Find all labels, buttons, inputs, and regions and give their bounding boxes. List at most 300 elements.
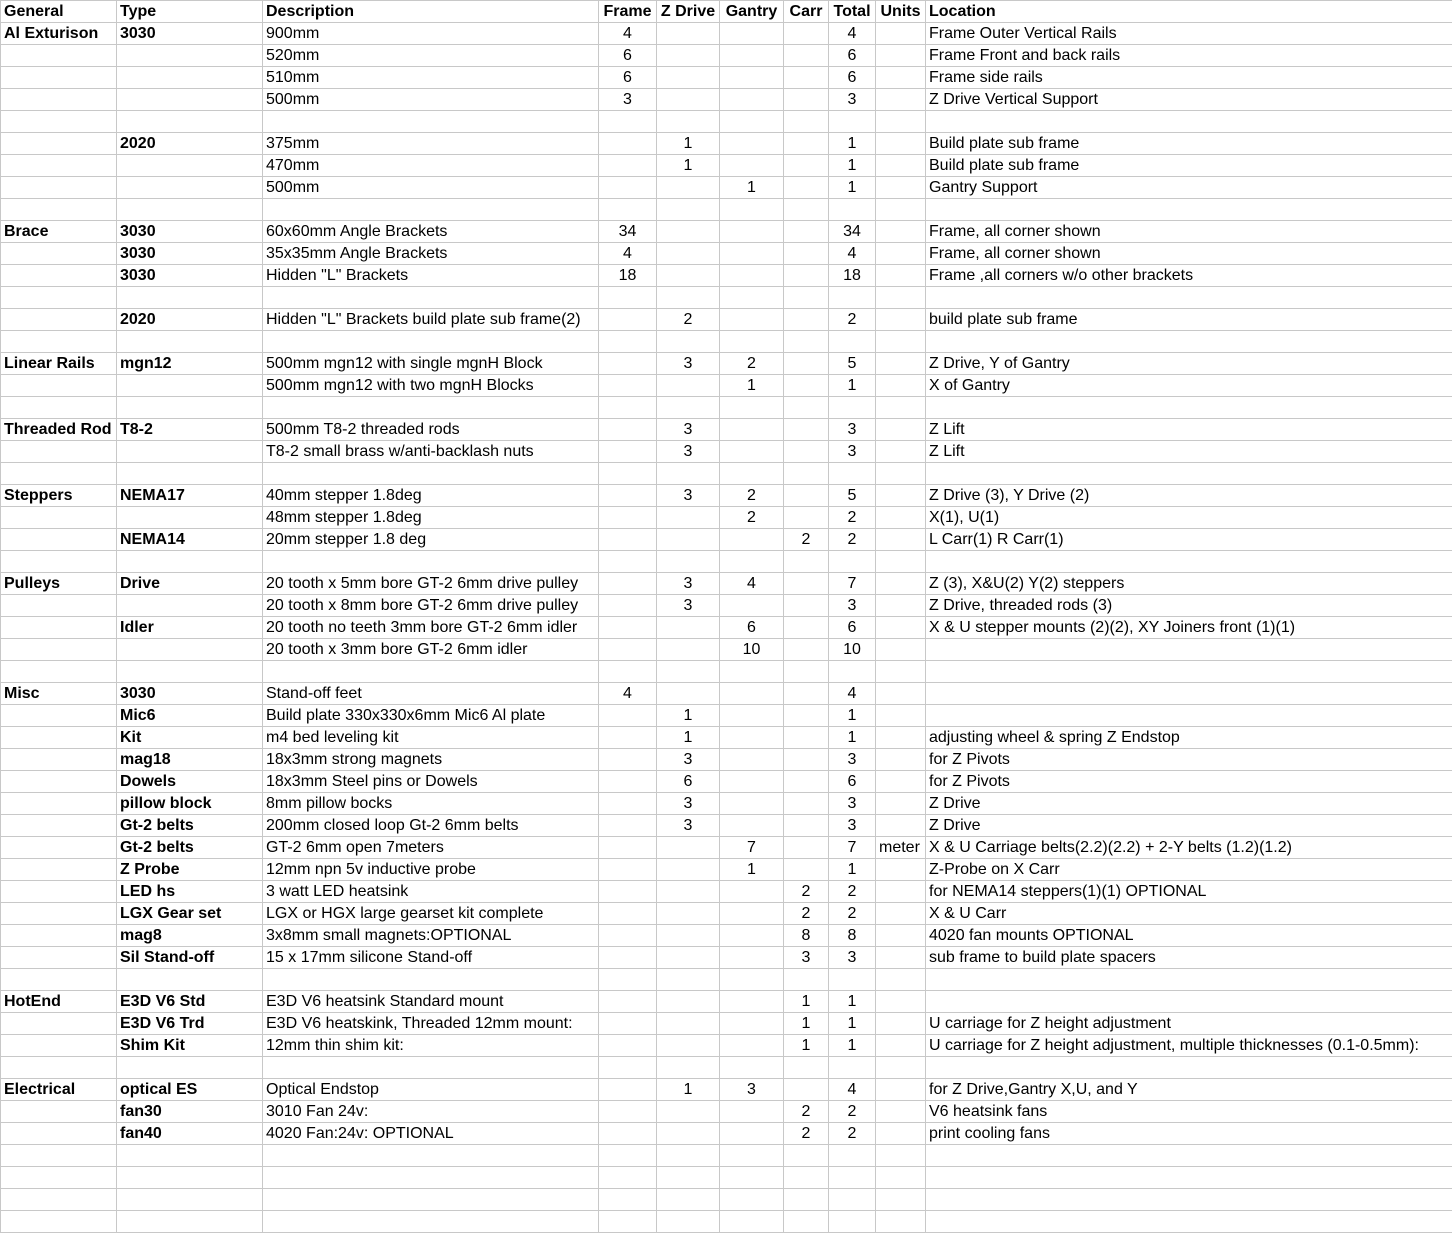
cell-z-drive[interactable] — [657, 1167, 720, 1189]
cell-gantry[interactable] — [720, 969, 784, 991]
cell-units[interactable] — [876, 67, 926, 89]
cell-carr[interactable] — [784, 155, 829, 177]
cell-z-drive[interactable] — [657, 287, 720, 309]
cell-carr[interactable] — [784, 463, 829, 485]
cell-frame[interactable] — [599, 881, 657, 903]
cell-gantry[interactable] — [720, 309, 784, 331]
cell-z-drive[interactable]: 1 — [657, 133, 720, 155]
cell-description[interactable]: 20 tooth no teeth 3mm bore GT-2 6mm idler — [263, 617, 599, 639]
cell-total[interactable]: 3 — [829, 793, 876, 815]
cell-carr[interactable] — [784, 89, 829, 111]
cell-location[interactable] — [926, 111, 1452, 133]
cell-frame[interactable] — [599, 639, 657, 661]
cell-carr[interactable]: 2 — [784, 1101, 829, 1123]
cell-units[interactable] — [876, 419, 926, 441]
cell-location[interactable]: U carriage for Z height adjustment, multiple thicknesses (0.1-0.5mm): — [926, 1035, 1452, 1057]
cell-carr[interactable] — [784, 793, 829, 815]
cell-units[interactable] — [876, 573, 926, 595]
cell-carr[interactable] — [784, 397, 829, 419]
cell-units[interactable] — [876, 1145, 926, 1167]
cell-description[interactable] — [263, 1167, 599, 1189]
cell-description[interactable]: 20 tooth x 5mm bore GT-2 6mm drive pulley — [263, 573, 599, 595]
cell-general[interactable] — [1, 815, 117, 837]
cell-gantry[interactable] — [720, 67, 784, 89]
cell-location[interactable]: Z Lift — [926, 419, 1452, 441]
cell-location[interactable]: X & U Carriage belts(2.2)(2.2) + 2-Y belts (1.2)(1.2) — [926, 837, 1452, 859]
cell-units[interactable] — [876, 551, 926, 573]
cell-general[interactable] — [1, 133, 117, 155]
cell-type[interactable]: pillow block — [117, 793, 263, 815]
cell-total[interactable]: 18 — [829, 265, 876, 287]
cell-type[interactable]: E3D V6 Std — [117, 991, 263, 1013]
cell-gantry[interactable]: 4 — [720, 573, 784, 595]
cell-total[interactable]: 6 — [829, 67, 876, 89]
cell-description[interactable] — [263, 661, 599, 683]
header-frame[interactable]: Frame — [599, 1, 657, 23]
cell-general[interactable] — [1, 529, 117, 551]
cell-z-drive[interactable] — [657, 1035, 720, 1057]
cell-frame[interactable]: 6 — [599, 67, 657, 89]
cell-units[interactable] — [876, 969, 926, 991]
cell-total[interactable]: 2 — [829, 881, 876, 903]
cell-location[interactable]: for Z Drive,Gantry X,U, and Y — [926, 1079, 1452, 1101]
cell-description[interactable] — [263, 463, 599, 485]
cell-z-drive[interactable]: 3 — [657, 441, 720, 463]
cell-type[interactable] — [117, 1145, 263, 1167]
cell-total[interactable]: 2 — [829, 529, 876, 551]
cell-location[interactable]: Z Drive — [926, 793, 1452, 815]
cell-location[interactable] — [926, 463, 1452, 485]
cell-frame[interactable] — [599, 1167, 657, 1189]
cell-carr[interactable] — [784, 595, 829, 617]
cell-units[interactable] — [876, 1079, 926, 1101]
cell-carr[interactable] — [784, 969, 829, 991]
cell-units[interactable] — [876, 749, 926, 771]
cell-type[interactable]: Sil Stand-off — [117, 947, 263, 969]
cell-gantry[interactable] — [720, 661, 784, 683]
cell-location[interactable]: X(1), U(1) — [926, 507, 1452, 529]
cell-gantry[interactable] — [720, 45, 784, 67]
cell-z-drive[interactable]: 3 — [657, 815, 720, 837]
cell-description[interactable]: Hidden "L" Brackets build plate sub frame(2) — [263, 309, 599, 331]
cell-carr[interactable] — [784, 287, 829, 309]
cell-z-drive[interactable] — [657, 837, 720, 859]
cell-location[interactable] — [926, 1057, 1452, 1079]
cell-z-drive[interactable] — [657, 661, 720, 683]
cell-z-drive[interactable] — [657, 199, 720, 221]
cell-units[interactable] — [876, 441, 926, 463]
cell-z-drive[interactable]: 3 — [657, 749, 720, 771]
cell-gantry[interactable]: 2 — [720, 353, 784, 375]
cell-z-drive[interactable] — [657, 639, 720, 661]
cell-z-drive[interactable]: 1 — [657, 705, 720, 727]
cell-general[interactable]: Threaded Rod — [1, 419, 117, 441]
cell-frame[interactable] — [599, 111, 657, 133]
cell-z-drive[interactable]: 3 — [657, 595, 720, 617]
cell-frame[interactable] — [599, 287, 657, 309]
cell-carr[interactable] — [784, 23, 829, 45]
cell-frame[interactable] — [599, 1035, 657, 1057]
header-total[interactable]: Total — [829, 1, 876, 23]
cell-frame[interactable] — [599, 331, 657, 353]
cell-total[interactable] — [829, 1167, 876, 1189]
cell-description[interactable]: 20 tooth x 3mm bore GT-2 6mm idler — [263, 639, 599, 661]
cell-z-drive[interactable] — [657, 529, 720, 551]
cell-description[interactable]: 35x35mm Angle Brackets — [263, 243, 599, 265]
cell-description[interactable]: 500mm mgn12 with two mgnH Blocks — [263, 375, 599, 397]
cell-gantry[interactable] — [720, 903, 784, 925]
cell-type[interactable]: optical ES — [117, 1079, 263, 1101]
cell-description[interactable]: Hidden "L" Brackets — [263, 265, 599, 287]
cell-frame[interactable] — [599, 815, 657, 837]
cell-gantry[interactable] — [720, 133, 784, 155]
cell-gantry[interactable] — [720, 23, 784, 45]
header-description[interactable]: Description — [263, 1, 599, 23]
cell-total[interactable]: 8 — [829, 925, 876, 947]
cell-carr[interactable] — [784, 1057, 829, 1079]
cell-z-drive[interactable] — [657, 1101, 720, 1123]
cell-total[interactable] — [829, 111, 876, 133]
cell-general[interactable]: Linear Rails — [1, 353, 117, 375]
cell-frame[interactable] — [599, 925, 657, 947]
cell-total[interactable] — [829, 1211, 876, 1233]
cell-type[interactable]: mgn12 — [117, 353, 263, 375]
cell-location[interactable]: for Z Pivots — [926, 749, 1452, 771]
cell-general[interactable]: Steppers — [1, 485, 117, 507]
cell-location[interactable]: X of Gantry — [926, 375, 1452, 397]
cell-carr[interactable] — [784, 1211, 829, 1233]
cell-units[interactable] — [876, 397, 926, 419]
cell-frame[interactable] — [599, 309, 657, 331]
cell-gantry[interactable] — [720, 771, 784, 793]
cell-carr[interactable] — [784, 419, 829, 441]
cell-type[interactable] — [117, 89, 263, 111]
cell-total[interactable]: 1 — [829, 1013, 876, 1035]
cell-gantry[interactable] — [720, 1013, 784, 1035]
cell-general[interactable] — [1, 837, 117, 859]
cell-description[interactable]: 520mm — [263, 45, 599, 67]
cell-general[interactable]: Misc — [1, 683, 117, 705]
cell-type[interactable]: 3030 — [117, 243, 263, 265]
cell-z-drive[interactable] — [657, 375, 720, 397]
cell-type[interactable] — [117, 551, 263, 573]
cell-general[interactable] — [1, 903, 117, 925]
cell-z-drive[interactable] — [657, 177, 720, 199]
cell-total[interactable]: 1 — [829, 177, 876, 199]
cell-carr[interactable] — [784, 133, 829, 155]
cell-total[interactable]: 7 — [829, 573, 876, 595]
cell-units[interactable] — [876, 177, 926, 199]
cell-frame[interactable] — [599, 551, 657, 573]
cell-frame[interactable] — [599, 661, 657, 683]
cell-general[interactable] — [1, 45, 117, 67]
cell-z-drive[interactable] — [657, 397, 720, 419]
cell-units[interactable] — [876, 859, 926, 881]
cell-description[interactable]: 18x3mm strong magnets — [263, 749, 599, 771]
cell-type[interactable]: 3030 — [117, 221, 263, 243]
cell-total[interactable]: 1 — [829, 705, 876, 727]
cell-description[interactable]: 3x8mm small magnets:OPTIONAL — [263, 925, 599, 947]
cell-type[interactable] — [117, 463, 263, 485]
cell-location[interactable] — [926, 969, 1452, 991]
cell-total[interactable]: 3 — [829, 419, 876, 441]
cell-description[interactable] — [263, 199, 599, 221]
cell-type[interactable] — [117, 441, 263, 463]
cell-gantry[interactable] — [720, 815, 784, 837]
cell-carr[interactable]: 2 — [784, 1123, 829, 1145]
cell-frame[interactable]: 4 — [599, 23, 657, 45]
cell-units[interactable]: meter — [876, 837, 926, 859]
cell-carr[interactable] — [784, 551, 829, 573]
cell-general[interactable] — [1, 727, 117, 749]
cell-carr[interactable]: 2 — [784, 881, 829, 903]
cell-location[interactable]: Build plate sub frame — [926, 155, 1452, 177]
cell-z-drive[interactable] — [657, 881, 720, 903]
cell-general[interactable]: Al Exturison — [1, 23, 117, 45]
cell-units[interactable] — [876, 727, 926, 749]
cell-gantry[interactable] — [720, 221, 784, 243]
cell-total[interactable]: 3 — [829, 441, 876, 463]
cell-carr[interactable]: 2 — [784, 529, 829, 551]
cell-carr[interactable] — [784, 1189, 829, 1211]
cell-general[interactable] — [1, 793, 117, 815]
cell-location[interactable] — [926, 705, 1452, 727]
cell-gantry[interactable]: 10 — [720, 639, 784, 661]
cell-carr[interactable] — [784, 859, 829, 881]
cell-description[interactable]: 3010 Fan 24v: — [263, 1101, 599, 1123]
cell-carr[interactable]: 3 — [784, 947, 829, 969]
cell-units[interactable] — [876, 1211, 926, 1233]
cell-type[interactable] — [117, 397, 263, 419]
cell-gantry[interactable] — [720, 1189, 784, 1211]
cell-z-drive[interactable] — [657, 1211, 720, 1233]
cell-z-drive[interactable]: 3 — [657, 573, 720, 595]
cell-general[interactable] — [1, 309, 117, 331]
cell-gantry[interactable] — [720, 1035, 784, 1057]
cell-gantry[interactable] — [720, 265, 784, 287]
cell-gantry[interactable] — [720, 1211, 784, 1233]
cell-carr[interactable] — [784, 617, 829, 639]
cell-gantry[interactable] — [720, 287, 784, 309]
cell-gantry[interactable] — [720, 397, 784, 419]
cell-units[interactable] — [876, 375, 926, 397]
cell-total[interactable]: 3 — [829, 89, 876, 111]
cell-gantry[interactable] — [720, 1123, 784, 1145]
cell-carr[interactable]: 8 — [784, 925, 829, 947]
cell-general[interactable] — [1, 111, 117, 133]
cell-general[interactable] — [1, 771, 117, 793]
cell-general[interactable] — [1, 1057, 117, 1079]
cell-units[interactable] — [876, 903, 926, 925]
cell-z-drive[interactable]: 3 — [657, 353, 720, 375]
cell-carr[interactable] — [784, 67, 829, 89]
cell-z-drive[interactable] — [657, 331, 720, 353]
cell-carr[interactable] — [784, 1079, 829, 1101]
cell-frame[interactable] — [599, 177, 657, 199]
cell-z-drive[interactable] — [657, 551, 720, 573]
cell-general[interactable] — [1, 507, 117, 529]
cell-location[interactable] — [926, 1189, 1452, 1211]
cell-general[interactable] — [1, 881, 117, 903]
cell-total[interactable]: 4 — [829, 683, 876, 705]
cell-z-drive[interactable] — [657, 1057, 720, 1079]
cell-description[interactable]: 15 x 17mm silicone Stand-off — [263, 947, 599, 969]
cell-location[interactable] — [926, 683, 1452, 705]
cell-type[interactable]: fan30 — [117, 1101, 263, 1123]
cell-total[interactable]: 6 — [829, 45, 876, 67]
cell-location[interactable]: Z (3), X&U(2) Y(2) steppers — [926, 573, 1452, 595]
cell-units[interactable] — [876, 1189, 926, 1211]
cell-units[interactable] — [876, 507, 926, 529]
cell-z-drive[interactable] — [657, 221, 720, 243]
cell-gantry[interactable] — [720, 1101, 784, 1123]
cell-general[interactable] — [1, 551, 117, 573]
cell-type[interactable] — [117, 1189, 263, 1211]
cell-carr[interactable]: 1 — [784, 1035, 829, 1057]
cell-carr[interactable] — [784, 639, 829, 661]
cell-description[interactable] — [263, 1057, 599, 1079]
cell-carr[interactable] — [784, 837, 829, 859]
cell-total[interactable]: 2 — [829, 903, 876, 925]
cell-description[interactable]: 900mm — [263, 23, 599, 45]
cell-frame[interactable] — [599, 947, 657, 969]
cell-carr[interactable] — [784, 683, 829, 705]
cell-carr[interactable] — [784, 221, 829, 243]
cell-general[interactable] — [1, 331, 117, 353]
cell-location[interactable]: Z Drive — [926, 815, 1452, 837]
cell-location[interactable] — [926, 397, 1452, 419]
cell-z-drive[interactable] — [657, 1013, 720, 1035]
cell-description[interactable]: 4020 Fan:24v: OPTIONAL — [263, 1123, 599, 1145]
cell-z-drive[interactable] — [657, 991, 720, 1013]
cell-units[interactable] — [876, 1167, 926, 1189]
cell-type[interactable]: Shim Kit — [117, 1035, 263, 1057]
cell-type[interactable] — [117, 199, 263, 221]
cell-gantry[interactable] — [720, 793, 784, 815]
cell-general[interactable] — [1, 265, 117, 287]
cell-description[interactable]: 510mm — [263, 67, 599, 89]
cell-units[interactable] — [876, 23, 926, 45]
cell-units[interactable] — [876, 1035, 926, 1057]
cell-gantry[interactable]: 1 — [720, 177, 784, 199]
cell-description[interactable] — [263, 1145, 599, 1167]
cell-carr[interactable] — [784, 45, 829, 67]
cell-type[interactable]: NEMA17 — [117, 485, 263, 507]
cell-gantry[interactable] — [720, 463, 784, 485]
cell-units[interactable] — [876, 331, 926, 353]
cell-general[interactable] — [1, 1123, 117, 1145]
cell-description[interactable]: 375mm — [263, 133, 599, 155]
header-gantry[interactable]: Gantry — [720, 1, 784, 23]
cell-gantry[interactable] — [720, 419, 784, 441]
cell-gantry[interactable] — [720, 441, 784, 463]
cell-description[interactable]: E3D V6 heatskink, Threaded 12mm mount: — [263, 1013, 599, 1035]
cell-location[interactable]: Z-Probe on X Carr — [926, 859, 1452, 881]
cell-description[interactable]: 8mm pillow bocks — [263, 793, 599, 815]
cell-frame[interactable] — [599, 991, 657, 1013]
cell-description[interactable]: 500mm T8-2 threaded rods — [263, 419, 599, 441]
cell-location[interactable]: Frame, all corner shown — [926, 243, 1452, 265]
cell-z-drive[interactable] — [657, 903, 720, 925]
cell-description[interactable]: m4 bed leveling kit — [263, 727, 599, 749]
cell-total[interactable]: 3 — [829, 815, 876, 837]
cell-units[interactable] — [876, 661, 926, 683]
cell-location[interactable]: Frame side rails — [926, 67, 1452, 89]
cell-total[interactable] — [829, 463, 876, 485]
cell-description[interactable]: 3 watt LED heatsink — [263, 881, 599, 903]
cell-units[interactable] — [876, 947, 926, 969]
cell-z-drive[interactable]: 2 — [657, 309, 720, 331]
cell-total[interactable]: 7 — [829, 837, 876, 859]
cell-carr[interactable] — [784, 1145, 829, 1167]
cell-carr[interactable] — [784, 331, 829, 353]
cell-carr[interactable]: 2 — [784, 903, 829, 925]
cell-gantry[interactable]: 1 — [720, 859, 784, 881]
cell-location[interactable]: Gantry Support — [926, 177, 1452, 199]
cell-gantry[interactable]: 6 — [720, 617, 784, 639]
cell-frame[interactable] — [599, 133, 657, 155]
cell-location[interactable]: Frame Front and back rails — [926, 45, 1452, 67]
cell-frame[interactable] — [599, 463, 657, 485]
cell-carr[interactable] — [784, 177, 829, 199]
cell-units[interactable] — [876, 485, 926, 507]
cell-general[interactable] — [1, 617, 117, 639]
cell-carr[interactable] — [784, 1167, 829, 1189]
cell-description[interactable]: 200mm closed loop Gt-2 6mm belts — [263, 815, 599, 837]
cell-units[interactable] — [876, 45, 926, 67]
cell-carr[interactable]: 1 — [784, 1013, 829, 1035]
cell-z-drive[interactable] — [657, 23, 720, 45]
cell-general[interactable] — [1, 705, 117, 727]
cell-frame[interactable]: 3 — [599, 89, 657, 111]
cell-frame[interactable] — [599, 1211, 657, 1233]
cell-gantry[interactable] — [720, 991, 784, 1013]
cell-total[interactable] — [829, 661, 876, 683]
cell-carr[interactable] — [784, 815, 829, 837]
cell-units[interactable] — [876, 881, 926, 903]
cell-gantry[interactable] — [720, 1167, 784, 1189]
cell-type[interactable]: LGX Gear set — [117, 903, 263, 925]
cell-type[interactable]: Z Probe — [117, 859, 263, 881]
cell-general[interactable]: HotEnd — [1, 991, 117, 1013]
cell-description[interactable] — [263, 1211, 599, 1233]
cell-description[interactable]: 18x3mm Steel pins or Dowels — [263, 771, 599, 793]
cell-type[interactable]: fan40 — [117, 1123, 263, 1145]
cell-carr[interactable] — [784, 749, 829, 771]
cell-z-drive[interactable]: 3 — [657, 793, 720, 815]
cell-total[interactable]: 1 — [829, 859, 876, 881]
cell-general[interactable] — [1, 287, 117, 309]
cell-general[interactable]: Pulleys — [1, 573, 117, 595]
cell-location[interactable] — [926, 551, 1452, 573]
cell-units[interactable] — [876, 221, 926, 243]
cell-location[interactable]: adjusting wheel & spring Z Endstop — [926, 727, 1452, 749]
cell-z-drive[interactable] — [657, 947, 720, 969]
cell-total[interactable]: 10 — [829, 639, 876, 661]
cell-general[interactable] — [1, 595, 117, 617]
cell-gantry[interactable]: 2 — [720, 507, 784, 529]
cell-total[interactable]: 4 — [829, 23, 876, 45]
cell-description[interactable]: 500mm — [263, 177, 599, 199]
cell-location[interactable]: Build plate sub frame — [926, 133, 1452, 155]
cell-general[interactable]: Brace — [1, 221, 117, 243]
cell-z-drive[interactable] — [657, 683, 720, 705]
cell-general[interactable] — [1, 1101, 117, 1123]
cell-carr[interactable] — [784, 771, 829, 793]
cell-units[interactable] — [876, 705, 926, 727]
cell-frame[interactable] — [599, 419, 657, 441]
cell-general[interactable] — [1, 749, 117, 771]
